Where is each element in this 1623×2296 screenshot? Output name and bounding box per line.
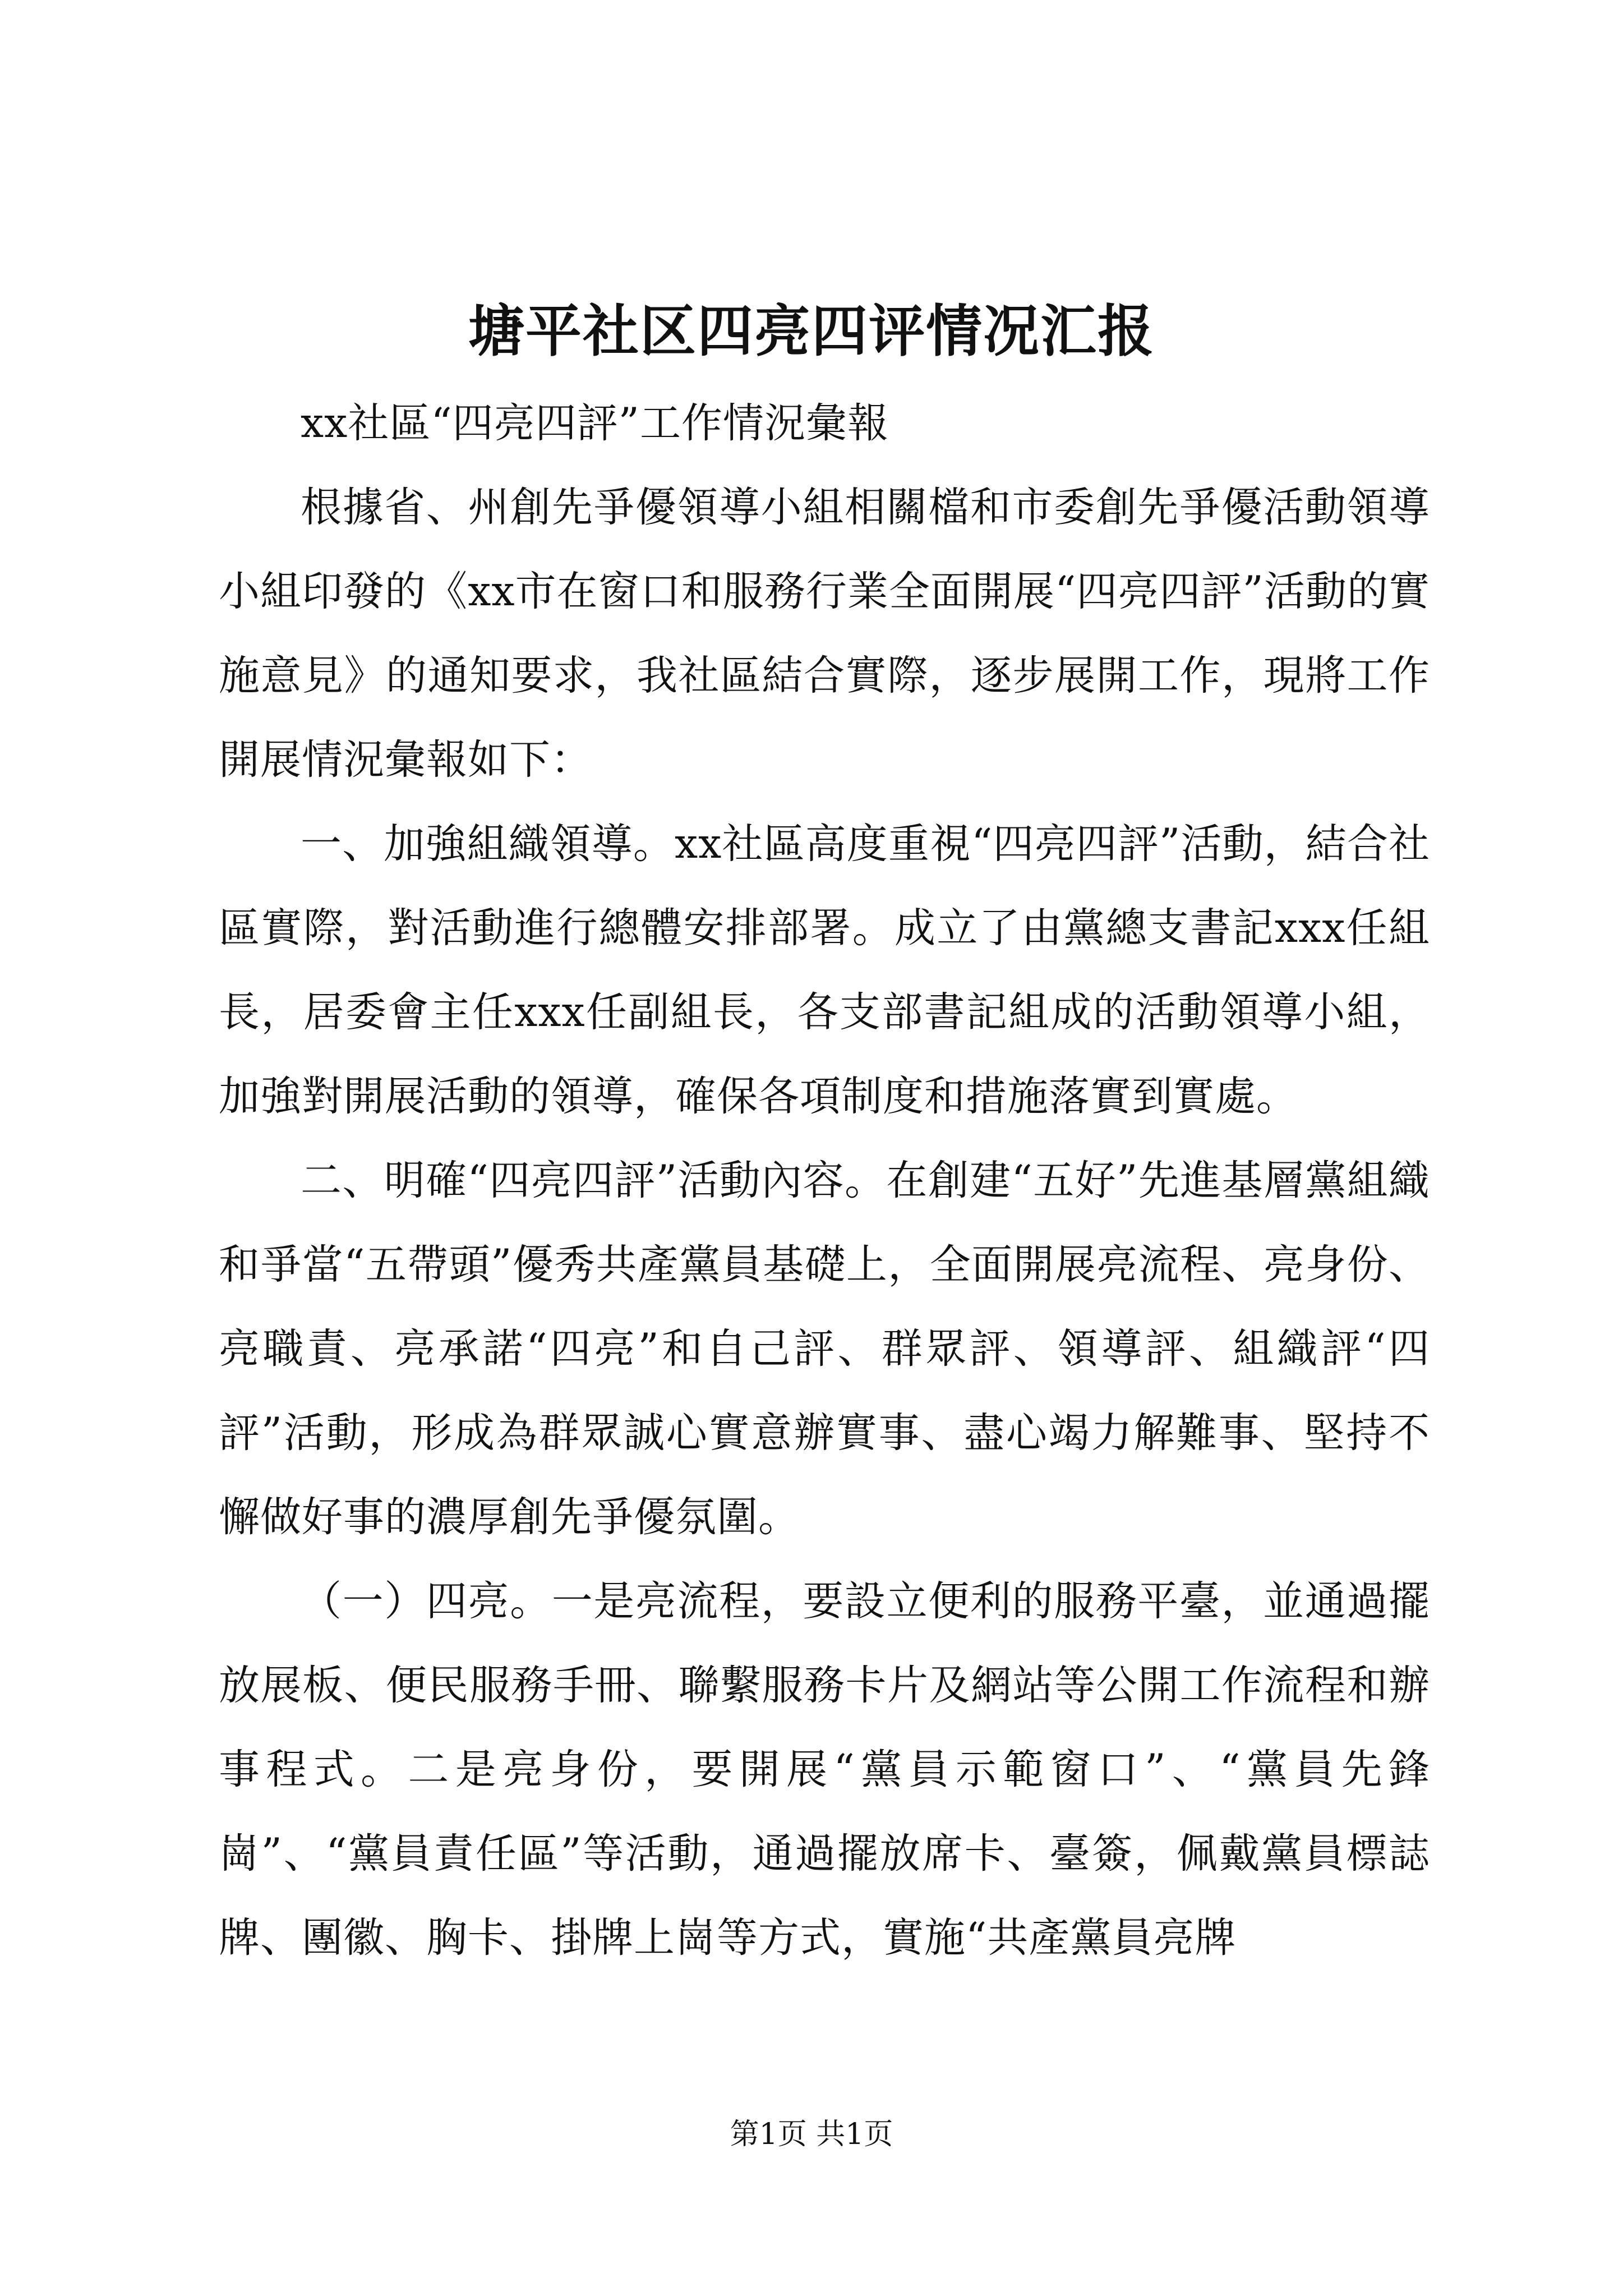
section-2-1-paragraph: （一）四亮。一是亮流程，要設立便利的服務平臺，並通過擺放展板、便民服務手冊、聯繫服務卡片及網站等公開工作流程和辦事程式。二是亮身份，要開展“黨員示範窗口”、“黨員先鋒崗”、“黨員責任區”等活動，通過擺放席卡、臺簽，佩戴黨員標誌牌、團徽、胸卡、掛牌上崗等方式，實施“共產黨員亮牌: [219, 1577, 1430, 1962]
section-1-paragraph: 一、加強組織領導。xx社區高度重視“四亮四評”活動，結合社區實際，對活動進行總體安排部署。成立了由黨總支書記xxx任組長，居委會主任xxx任副組長，各支部書記組成的活動領導小組，加強對開展活動的領導，確保各項制度和措施落實到實處。: [219, 820, 1430, 1120]
page-number-footer: 第1页 共1页: [730, 2118, 893, 2151]
document-title: 塘平社区四亮四评情况汇报: [468, 298, 1155, 364]
section-2-paragraph: 二、明確“四亮四評”活動內容。在創建“五好”先進基層黨組織和爭當“五帶頭”優秀共產黨員基礎上，全面開展亮流程、亮身份、亮職責、亮承諾“四亮”和自己評、群眾評、領導評、組織評“四評”活動，形成為群眾誠心實意辦實事、盡心竭力解難事、堅持不懈做好事的濃厚創先爭優氛圍。: [219, 1157, 1430, 1541]
subtitle-paragraph: xx社區“四亮四評”工作情況彙報: [301, 399, 889, 447]
document-body: [219, 381, 1430, 1980]
intro-paragraph: 根據省、州創先爭優領導小組相關檔和市委創先爭優活動領導小組印發的《xx市在窗口和服務行業全面開展“四亮四評”活動的實施意見》的通知要求，我社區結合實際，逐步展開工作，現將工作開展情況彙報如下：: [219, 484, 1430, 784]
